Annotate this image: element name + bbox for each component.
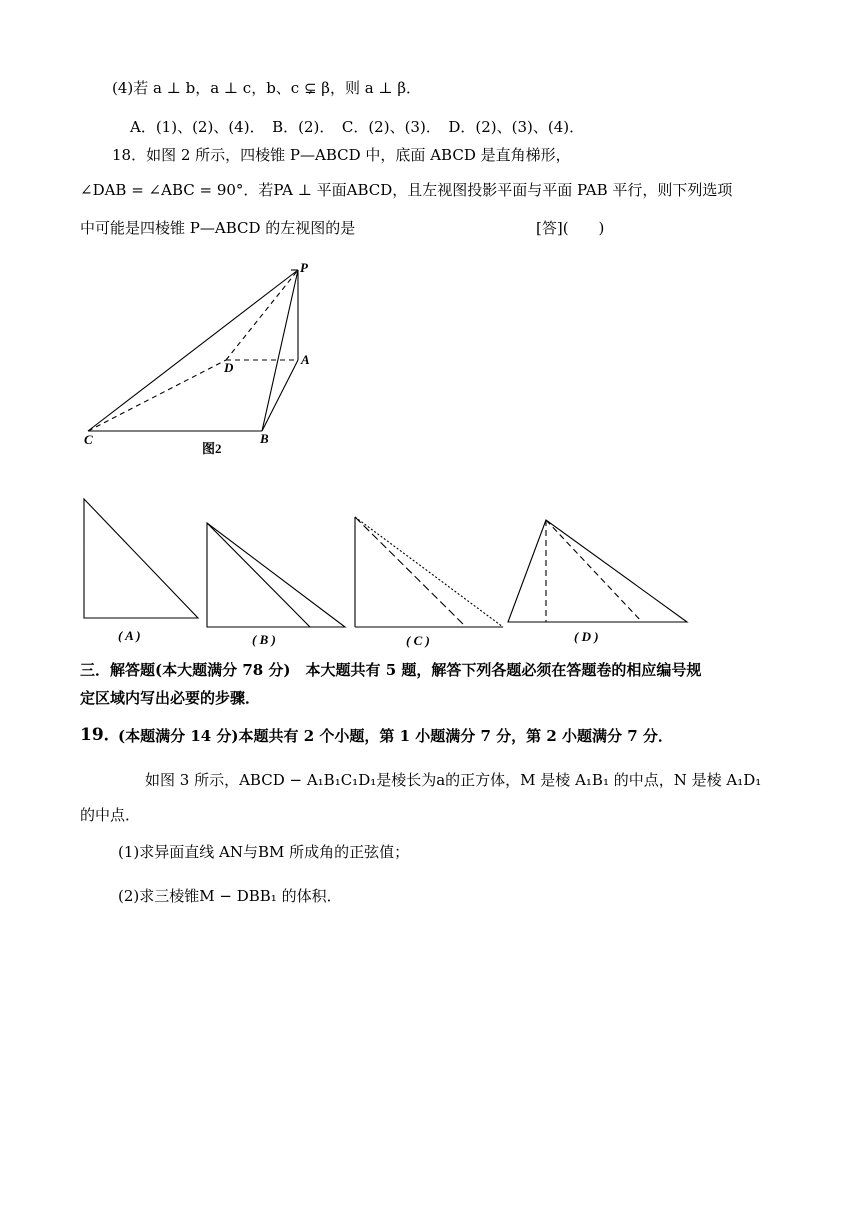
- section3-line2: 定区域内写出必要的步骤．: [80, 689, 261, 707]
- choice-b-figure[interactable]: [207, 523, 345, 627]
- choice-a-label: ( A ): [118, 628, 141, 643]
- q19-number: 19．: [80, 725, 121, 745]
- label-d: D: [224, 360, 234, 375]
- edge-ba: [262, 360, 298, 431]
- edge-cp: [88, 270, 298, 431]
- label-p: P: [300, 260, 308, 275]
- section3-line1: 三．解答题(本大题满分 78 分) 本大题共有 5 题，解答下列各题必须在答题卷的相应编号规: [80, 661, 702, 679]
- q19-body-line2: 的中点．: [80, 806, 141, 824]
- q18-line2: ∠DAB = ∠ABC = 90°．若PA ⊥ 平面ABCD，且左视图投影平面与平面 PAB 平行，则下列选项: [80, 181, 733, 199]
- q19-body-line1: 如图 3 所示，ABCD − A₁B₁C₁D₁是棱长为a的正方体，M 是棱 A₁B₁ 的中点，N 是棱 A₁D₁: [145, 771, 762, 789]
- label-c: C: [84, 432, 93, 447]
- q17-options: A．(1)、(2)、(4)． B．(2)． C．(2)、(3)． D．(2)、(3)、(4)．: [130, 118, 585, 136]
- q18-line1: 18．如图 2 所示，四棱锥 P—ABCD 中，底面 ABCD 是直角梯形，: [112, 146, 571, 164]
- q19-part2: (2)求三棱锥M − DBB₁ 的体积．: [118, 887, 342, 905]
- choice-c-figure[interactable]: [355, 517, 503, 627]
- q18-line3: 中可能是四棱锥 P—ABCD 的左视图的是: [80, 219, 356, 237]
- label-a: A: [301, 352, 310, 367]
- choice-a-figure[interactable]: [84, 499, 198, 618]
- label-b: B: [260, 431, 269, 446]
- choice-d-label: ( D ): [574, 629, 599, 644]
- figure-2-pyramid: [0, 0, 860, 470]
- edge-dp-hidden: [226, 270, 298, 360]
- edge-cd-hidden: [88, 360, 226, 431]
- figure-2-caption: 图2: [202, 441, 222, 456]
- choice-d-figure[interactable]: [508, 520, 687, 622]
- choice-figures: [0, 490, 860, 660]
- q17-item4: (4)若 a ⊥ b，a ⊥ c，b、c ⊊ β，则 a ⊥ β．: [112, 79, 421, 97]
- q19-header: (本题满分 14 分)本题共有 2 个小题，第 1 小题满分 7 分，第 2 小题满分 7 分．: [118, 727, 673, 745]
- choice-c-label: ( C ): [406, 633, 430, 648]
- q18-answer-bracket: [答]( ): [536, 219, 605, 237]
- q19-part1: (1)求异面直线 AN与BM 所成角的正弦值；: [118, 843, 410, 861]
- choice-b-label: ( B ): [252, 632, 276, 647]
